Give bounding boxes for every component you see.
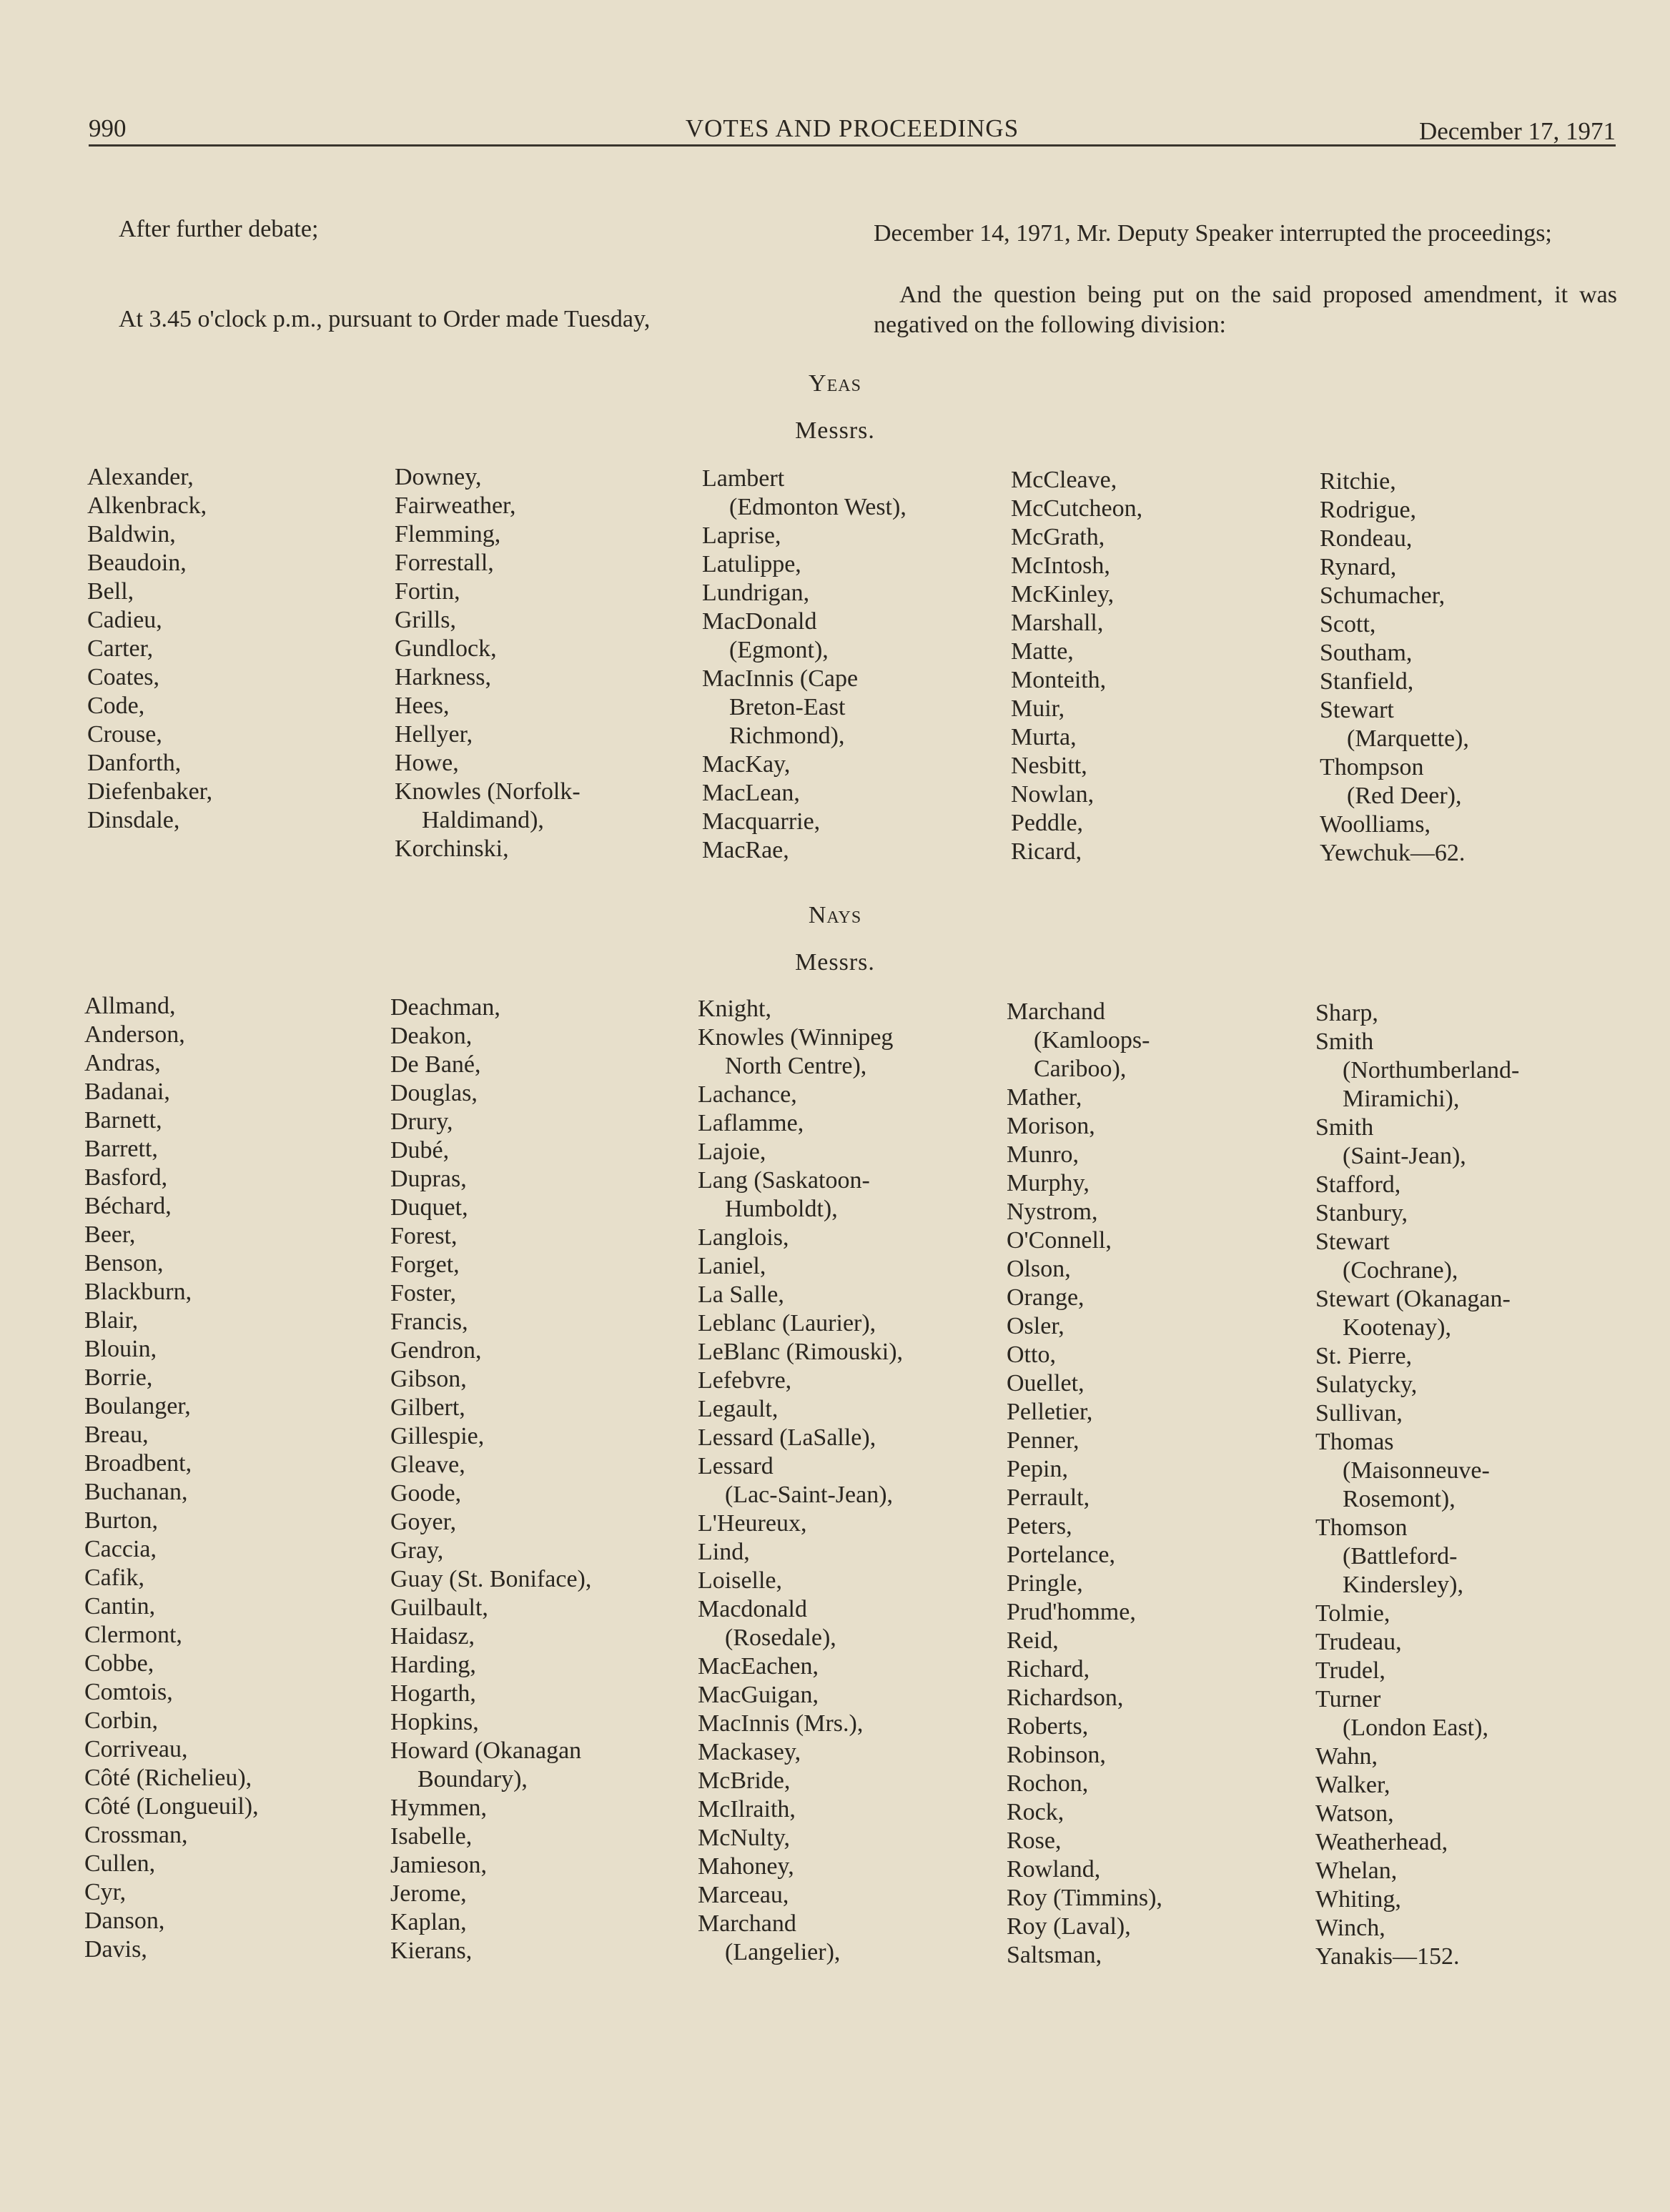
nays-column-3 bbox=[698, 995, 903, 1967]
nays-member-name: Trudeau, bbox=[1315, 1629, 1402, 1655]
nays-member-name: Kierans, bbox=[390, 1938, 473, 1964]
nays-member-name: Foster, bbox=[390, 1280, 457, 1306]
nays-member-name: Roy (Laval), bbox=[1007, 1913, 1131, 1940]
yeas-member-name: Marshall, bbox=[1011, 610, 1104, 636]
page-title: VOTES AND PROCEEDINGS bbox=[685, 114, 1019, 142]
nays-member-name: Pringle, bbox=[1007, 1570, 1083, 1597]
yeas-member-name: MacInnis (Cape bbox=[702, 665, 859, 692]
nays-member-name: Miramichi), bbox=[1343, 1086, 1460, 1112]
nays-member-name: Knight, bbox=[698, 996, 771, 1022]
nays-member-name: Rock, bbox=[1007, 1799, 1064, 1825]
nays-member-name: Blackburn, bbox=[84, 1279, 192, 1305]
nays-member-name: Danson, bbox=[84, 1908, 165, 1934]
nays-member-name: Andras, bbox=[84, 1050, 161, 1076]
yeas-member-name: Hees, bbox=[395, 693, 450, 719]
nays-member-name: (Rosedale), bbox=[725, 1625, 836, 1651]
nays-column-2 bbox=[390, 993, 591, 1965]
yeas-member-name: Alexander, bbox=[87, 464, 194, 490]
nays-member-name: La Salle, bbox=[698, 1281, 784, 1308]
nays-member-name: Leblanc (Laurier), bbox=[698, 1310, 876, 1336]
nays-member-name: Smith bbox=[1315, 1028, 1374, 1055]
nays-messrs: Messrs. bbox=[795, 949, 875, 976]
yeas-member-name: McIntosh, bbox=[1011, 552, 1110, 579]
nays-member-name: Sharp, bbox=[1315, 1000, 1378, 1026]
nays-member-name: Mather, bbox=[1007, 1084, 1082, 1111]
nays-member-name: MacInnis (Mrs.), bbox=[698, 1710, 864, 1737]
nays-member-name: Robinson, bbox=[1007, 1742, 1106, 1768]
nays-member-name: Richardson, bbox=[1007, 1685, 1124, 1711]
nays-member-name: Hogarth, bbox=[390, 1680, 476, 1707]
nays-heading: Nays bbox=[808, 902, 862, 928]
nays-member-name: Lajoie, bbox=[698, 1139, 766, 1165]
at-time-text: At 3.45 o'clock p.m., pursuant to Order made Tuesday, bbox=[119, 306, 651, 332]
yeas-member-name: Murta, bbox=[1011, 724, 1077, 750]
yeas-member-name: Carter, bbox=[87, 635, 154, 662]
yeas-member-name: Monteith, bbox=[1011, 667, 1107, 693]
nays-member-name: Barrett, bbox=[84, 1136, 158, 1162]
nays-member-name: Watson, bbox=[1315, 1800, 1394, 1827]
nays-member-name: Jerome, bbox=[390, 1880, 467, 1907]
yeas-member-name: Latulippe, bbox=[702, 551, 801, 577]
yeas-member-name: Hellyer, bbox=[395, 721, 473, 748]
nays-member-name: O'Connell, bbox=[1007, 1227, 1112, 1254]
nays-member-name: Caccia, bbox=[84, 1536, 157, 1562]
yeas-member-name: Haldimand), bbox=[422, 807, 544, 833]
nays-member-name: McBride, bbox=[698, 1767, 791, 1794]
nays-member-name: Roy (Timmins), bbox=[1007, 1885, 1162, 1911]
nays-member-name: Walker, bbox=[1315, 1772, 1390, 1798]
nays-member-name: Drury, bbox=[390, 1109, 453, 1135]
nays-member-name: North Centre), bbox=[725, 1053, 867, 1079]
nays-member-name: Harding, bbox=[390, 1652, 476, 1678]
nays-member-name: Legault, bbox=[698, 1396, 779, 1422]
nays-member-name: Humboldt), bbox=[725, 1196, 838, 1222]
nays-member-name: Munro, bbox=[1007, 1141, 1079, 1168]
nays-member-name: Lefebvre, bbox=[698, 1367, 792, 1394]
yeas-member-name: Nesbitt, bbox=[1011, 753, 1087, 779]
nays-member-name: Boundary), bbox=[418, 1766, 528, 1792]
yeas-member-name: Cadieu, bbox=[87, 607, 162, 633]
nays-member-name: Gilbert, bbox=[390, 1394, 465, 1421]
nays-member-name: Blouin, bbox=[84, 1336, 157, 1362]
nays-member-name: Langlois, bbox=[698, 1224, 789, 1251]
nays-member-name: Murphy, bbox=[1007, 1170, 1090, 1196]
yeas-member-name: Matte, bbox=[1011, 638, 1074, 665]
nays-member-name: (Battleford- bbox=[1343, 1543, 1458, 1569]
nays-member-name: Comtois, bbox=[84, 1679, 173, 1705]
nays-member-name: Peters, bbox=[1007, 1513, 1072, 1539]
yeas-member-name: MacRae, bbox=[702, 837, 789, 863]
yeas-member-name: Alkenbrack, bbox=[87, 492, 207, 519]
yeas-member-name: Rondeau, bbox=[1320, 525, 1413, 552]
nays-member-name: Marchand bbox=[698, 1910, 796, 1937]
nays-member-name: Stewart bbox=[1315, 1229, 1390, 1255]
yeas-member-name: Howe, bbox=[395, 750, 459, 776]
nays-member-name: Guilbault, bbox=[390, 1594, 488, 1621]
yeas-member-name: Laprise, bbox=[702, 522, 781, 549]
yeas-member-name: Lundrigan, bbox=[702, 580, 810, 606]
nays-member-name: (London East), bbox=[1343, 1715, 1488, 1741]
page-header bbox=[89, 111, 1616, 147]
nays-column-5 bbox=[1315, 999, 1519, 1971]
nays-member-name: Cyr, bbox=[84, 1879, 127, 1905]
yeas-column-5 bbox=[1320, 467, 1469, 868]
yeas-member-name: Forrestall, bbox=[395, 550, 494, 576]
nays-member-name: Stanbury, bbox=[1315, 1200, 1408, 1226]
nays-member-name: St. Pierre, bbox=[1315, 1343, 1413, 1369]
yeas-member-name: McCutcheon, bbox=[1011, 495, 1143, 522]
nays-member-name: Forest, bbox=[390, 1223, 458, 1249]
nays-member-name: Corbin, bbox=[84, 1707, 158, 1734]
nays-member-name: Marchand bbox=[1007, 998, 1105, 1025]
nays-member-name: (Langelier), bbox=[725, 1939, 841, 1965]
nays-member-name: Lind, bbox=[698, 1539, 750, 1565]
yeas-member-name: Rodrigue, bbox=[1320, 497, 1417, 523]
nays-member-name: Boulanger, bbox=[84, 1393, 191, 1419]
page-number: 990 bbox=[89, 114, 127, 142]
yeas-member-name: Southam, bbox=[1320, 640, 1413, 666]
yeas-member-name: Woolliams, bbox=[1320, 811, 1431, 838]
nays-member-name: Buchanan, bbox=[84, 1479, 188, 1505]
nays-member-name: Burton, bbox=[84, 1507, 158, 1534]
nays-member-name: Allmand, bbox=[84, 993, 176, 1019]
yeas-member-name: Code, bbox=[87, 693, 145, 719]
nays-member-name: Hopkins, bbox=[390, 1709, 479, 1735]
yeas-column-4 bbox=[1011, 466, 1142, 866]
nays-member-name: Cobbe, bbox=[84, 1650, 154, 1677]
nays-member-name: Duquet, bbox=[390, 1194, 468, 1221]
nays-member-name: (Saint-Jean), bbox=[1343, 1143, 1466, 1169]
nays-member-name: Kindersley), bbox=[1343, 1572, 1464, 1598]
nays-member-name: Morison, bbox=[1007, 1113, 1095, 1139]
nays-member-name: (Lac-Saint-Jean), bbox=[725, 1482, 894, 1508]
nays-member-name: Crossman, bbox=[84, 1822, 188, 1848]
nays-member-name: Roberts, bbox=[1007, 1713, 1089, 1740]
after-debate-text: After further debate; bbox=[119, 216, 319, 242]
nays-member-name: Howard (Okanagan bbox=[390, 1737, 582, 1764]
nays-member-name: Haidasz, bbox=[390, 1623, 475, 1650]
nays-member-name: Barnett, bbox=[84, 1107, 162, 1134]
nays-member-name: Lachance, bbox=[698, 1081, 797, 1108]
nays-member-name: McIlraith, bbox=[698, 1796, 796, 1822]
nays-member-name: Thomas bbox=[1315, 1429, 1394, 1455]
nays-member-name: MacGuigan, bbox=[698, 1682, 819, 1708]
nays-column-4 bbox=[1007, 998, 1162, 1970]
nays-member-name: Sullivan, bbox=[1315, 1400, 1403, 1427]
nays-member-name: Laflamme, bbox=[698, 1110, 804, 1136]
nays-member-name: Portelance, bbox=[1007, 1542, 1115, 1568]
nays-member-name: (Cochrane), bbox=[1343, 1257, 1458, 1284]
yeas-member-name: Diefenbaker, bbox=[87, 778, 213, 805]
nays-member-name: Laniel, bbox=[698, 1253, 766, 1279]
nays-member-name: McNulty, bbox=[698, 1825, 791, 1851]
yeas-member-name: Peddle, bbox=[1011, 810, 1084, 836]
nays-member-name: Pelletier, bbox=[1007, 1399, 1093, 1425]
nays-member-name: (Maisonneuve- bbox=[1343, 1457, 1490, 1484]
yeas-member-name: (Marquette), bbox=[1347, 725, 1469, 752]
nays-member-name: Borrie, bbox=[84, 1364, 153, 1391]
yeas-member-name: Danforth, bbox=[87, 750, 182, 776]
nays-member-name: Prud'homme, bbox=[1007, 1599, 1136, 1625]
nays-member-name: Anderson, bbox=[84, 1021, 185, 1048]
yeas-member-name: Nowlan, bbox=[1011, 781, 1095, 808]
nays-member-name: Perrault, bbox=[1007, 1484, 1090, 1511]
nays-member-name: Broadbent, bbox=[84, 1450, 192, 1477]
yeas-member-name: McKinley, bbox=[1011, 581, 1115, 607]
nays-member-name: Rosemont), bbox=[1343, 1486, 1456, 1512]
nays-member-name: Gleave, bbox=[390, 1452, 465, 1478]
yeas-member-name: Gundlock, bbox=[395, 635, 497, 662]
nays-member-name: De Bané, bbox=[390, 1051, 481, 1078]
nays-member-name: Deachman, bbox=[390, 994, 500, 1021]
nays-member-name: Penner, bbox=[1007, 1427, 1079, 1454]
yeas-member-name: Macquarrie, bbox=[702, 808, 821, 835]
yeas-member-name: Rynard, bbox=[1320, 554, 1397, 580]
yeas-member-name: McCleave, bbox=[1011, 467, 1117, 493]
nays-member-name: Wahn, bbox=[1315, 1743, 1378, 1770]
yeas-member-name: Ritchie, bbox=[1320, 468, 1396, 495]
nays-member-name: Gendron, bbox=[390, 1337, 482, 1364]
nays-member-name: Thomson bbox=[1315, 1514, 1408, 1541]
yeas-member-name: Breton-East bbox=[729, 694, 846, 720]
yeas-member-name: (Edmonton West), bbox=[729, 494, 906, 520]
yeas-member-name: Richmond), bbox=[729, 723, 845, 749]
nays-member-name: Guay (St. Boniface), bbox=[390, 1566, 592, 1592]
nays-member-name: Côté (Longueuil), bbox=[84, 1793, 259, 1820]
nays-member-name: Richard, bbox=[1007, 1656, 1090, 1682]
nays-member-name: Beer, bbox=[84, 1221, 136, 1248]
nays-member-name: Deakon, bbox=[390, 1023, 473, 1049]
nays-member-name: Basford, bbox=[84, 1164, 168, 1191]
nays-member-name: Marceau, bbox=[698, 1882, 789, 1908]
nays-member-name: Dupras, bbox=[390, 1166, 467, 1192]
yeas-member-name: MacLean, bbox=[702, 780, 800, 806]
nays-member-name: Isabelle, bbox=[390, 1823, 473, 1850]
yeas-member-name: Schumacher, bbox=[1320, 582, 1446, 609]
yeas-member-name: Knowles (Norfolk- bbox=[395, 778, 580, 805]
nays-member-name: Knowles (Winnipeg bbox=[698, 1024, 894, 1051]
nays-member-name: Benson, bbox=[84, 1250, 164, 1276]
nays-member-name: Mackasey, bbox=[698, 1739, 801, 1765]
nays-member-name: (Northumberland- bbox=[1343, 1057, 1520, 1083]
yeas-member-name: Grills, bbox=[395, 607, 456, 633]
nays-member-name: Blair, bbox=[84, 1307, 139, 1334]
nays-member-name: Corriveau, bbox=[84, 1736, 188, 1762]
nays-member-name: Cullen, bbox=[84, 1850, 156, 1877]
yeas-messrs: Messrs. bbox=[795, 417, 875, 444]
nays-member-name: Badanai, bbox=[84, 1078, 170, 1105]
nays-member-name: Breau, bbox=[84, 1422, 149, 1448]
nays-member-name: Weatherhead, bbox=[1315, 1829, 1448, 1855]
nays-member-name: Rose, bbox=[1007, 1827, 1062, 1854]
yeas-member-name: Harkness, bbox=[395, 664, 492, 690]
nays-member-name: Olson, bbox=[1007, 1256, 1071, 1282]
nays-member-name: Côté (Richelieu), bbox=[84, 1765, 252, 1791]
yeas-member-name: Bell, bbox=[87, 578, 134, 605]
yeas-member-name: Beaudoin, bbox=[87, 550, 187, 576]
nays-member-name: Stafford, bbox=[1315, 1171, 1401, 1198]
nays-member-name: Gillespie, bbox=[390, 1423, 485, 1449]
yeas-member-name: Fairweather, bbox=[395, 492, 516, 519]
yeas-column-1 bbox=[87, 463, 212, 835]
nays-member-name: Francis, bbox=[390, 1309, 468, 1335]
nays-member-name: Dubé, bbox=[390, 1137, 450, 1164]
nays-member-name: Hymmen, bbox=[390, 1795, 488, 1821]
nays-member-name: Whelan, bbox=[1315, 1858, 1398, 1884]
nays-member-name: Lessard bbox=[698, 1453, 774, 1479]
nays-member-name: Whiting, bbox=[1315, 1886, 1401, 1913]
yeas-member-name: Yewchuk—62. bbox=[1320, 840, 1466, 866]
nays-member-name: Nystrom, bbox=[1007, 1199, 1098, 1225]
nays-member-name: Rowland, bbox=[1007, 1856, 1101, 1883]
nays-member-name: (Kamloops- bbox=[1034, 1027, 1150, 1053]
nays-member-name: Turner bbox=[1315, 1686, 1381, 1712]
question-text: And the question being put on the said proposed amendment, it was negatived on the following division: bbox=[874, 282, 1617, 338]
nays-member-name: Saltsman, bbox=[1007, 1942, 1102, 1968]
yeas-member-name: Korchinski, bbox=[395, 835, 509, 862]
yeas-member-name: Ricard, bbox=[1011, 838, 1082, 865]
nays-member-name: Cantin, bbox=[84, 1593, 156, 1620]
yeas-member-name: Muir, bbox=[1011, 695, 1065, 722]
nays-member-name: Smith bbox=[1315, 1114, 1374, 1141]
yeas-member-name: (Egmont), bbox=[729, 637, 829, 663]
nays-member-name: Rochon, bbox=[1007, 1770, 1089, 1797]
yeas-member-name: Thompson bbox=[1320, 754, 1424, 780]
nays-member-name: Gray, bbox=[390, 1537, 444, 1564]
yeas-member-name: Stewart bbox=[1320, 697, 1394, 723]
nays-member-name: Cafik, bbox=[84, 1564, 145, 1591]
nays-member-name: Trudel, bbox=[1315, 1657, 1385, 1684]
nays-member-name: Yanakis—152. bbox=[1315, 1943, 1460, 1970]
nays-member-name: Goyer, bbox=[390, 1509, 457, 1535]
yeas-member-name: Crouse, bbox=[87, 721, 162, 748]
nays-member-name: Kootenay), bbox=[1343, 1314, 1452, 1341]
nays-member-name: Winch, bbox=[1315, 1915, 1385, 1941]
yeas-member-name: Lambert bbox=[702, 465, 785, 492]
nays-member-name: Osler, bbox=[1007, 1313, 1064, 1339]
nays-member-name: Clermont, bbox=[84, 1622, 182, 1648]
yeas-member-name: Downey, bbox=[395, 464, 482, 490]
nays-member-name: Loiselle, bbox=[698, 1567, 783, 1594]
nays-member-name: Douglas, bbox=[390, 1080, 478, 1106]
nays-member-name: L'Heureux, bbox=[698, 1510, 807, 1537]
nays-member-name: Forget, bbox=[390, 1251, 460, 1278]
yeas-member-name: McGrath, bbox=[1011, 524, 1105, 550]
yeas-member-name: Flemming, bbox=[395, 521, 501, 547]
yeas-heading: Yeas bbox=[809, 370, 861, 397]
nays-member-name: Pepin, bbox=[1007, 1456, 1068, 1482]
nays-member-name: Tolmie, bbox=[1315, 1600, 1390, 1627]
nays-member-name: Lessard (LaSalle), bbox=[698, 1424, 876, 1451]
yeas-member-name: (Red Deer), bbox=[1347, 783, 1462, 809]
december-text: December 14, 1971, Mr. Deputy Speaker interrupted the proceedings; bbox=[874, 220, 1552, 247]
yeas-member-name: Coates, bbox=[87, 664, 160, 690]
nays-member-name: Davis, bbox=[84, 1936, 147, 1963]
yeas-member-name: Fortin, bbox=[395, 578, 460, 605]
yeas-member-name: MacDonald bbox=[702, 608, 817, 635]
yeas-member-name: Scott, bbox=[1320, 611, 1376, 638]
yeas-member-name: MacKay, bbox=[702, 751, 791, 778]
nays-member-name: Ouellet, bbox=[1007, 1370, 1084, 1397]
nays-member-name: Sulatycky, bbox=[1315, 1372, 1418, 1398]
nays-member-name: Jamieson, bbox=[390, 1852, 488, 1878]
nays-member-name: Cariboo), bbox=[1034, 1056, 1127, 1082]
nays-member-name: Kaplan, bbox=[390, 1909, 467, 1935]
yeas-column-2 bbox=[395, 463, 580, 863]
nays-member-name: Goode, bbox=[390, 1480, 462, 1507]
nays-column-1 bbox=[84, 992, 259, 1964]
nays-member-name: Lang (Saskatoon- bbox=[698, 1167, 870, 1194]
nays-member-name: MacEachen, bbox=[698, 1653, 819, 1680]
nays-member-name: LeBlanc (Rimouski), bbox=[698, 1339, 904, 1365]
nays-member-name: Reid, bbox=[1007, 1627, 1059, 1654]
nays-member-name: Mahoney, bbox=[698, 1853, 794, 1880]
nays-member-name: Gibson, bbox=[390, 1366, 467, 1392]
page-date: December 17, 1971 bbox=[1418, 117, 1616, 145]
yeas-member-name: Baldwin, bbox=[87, 521, 176, 547]
yeas-column-3 bbox=[702, 465, 906, 865]
nays-member-name: Orange, bbox=[1007, 1284, 1084, 1311]
yeas-member-name: Dinsdale, bbox=[87, 807, 180, 833]
nays-member-name: Otto, bbox=[1007, 1341, 1056, 1368]
nays-member-name: Stewart (Okanagan- bbox=[1315, 1286, 1511, 1312]
yeas-member-name: Stanfield, bbox=[1320, 668, 1414, 695]
nays-member-name: Macdonald bbox=[698, 1596, 807, 1622]
nays-member-name: Béchard, bbox=[84, 1193, 172, 1219]
